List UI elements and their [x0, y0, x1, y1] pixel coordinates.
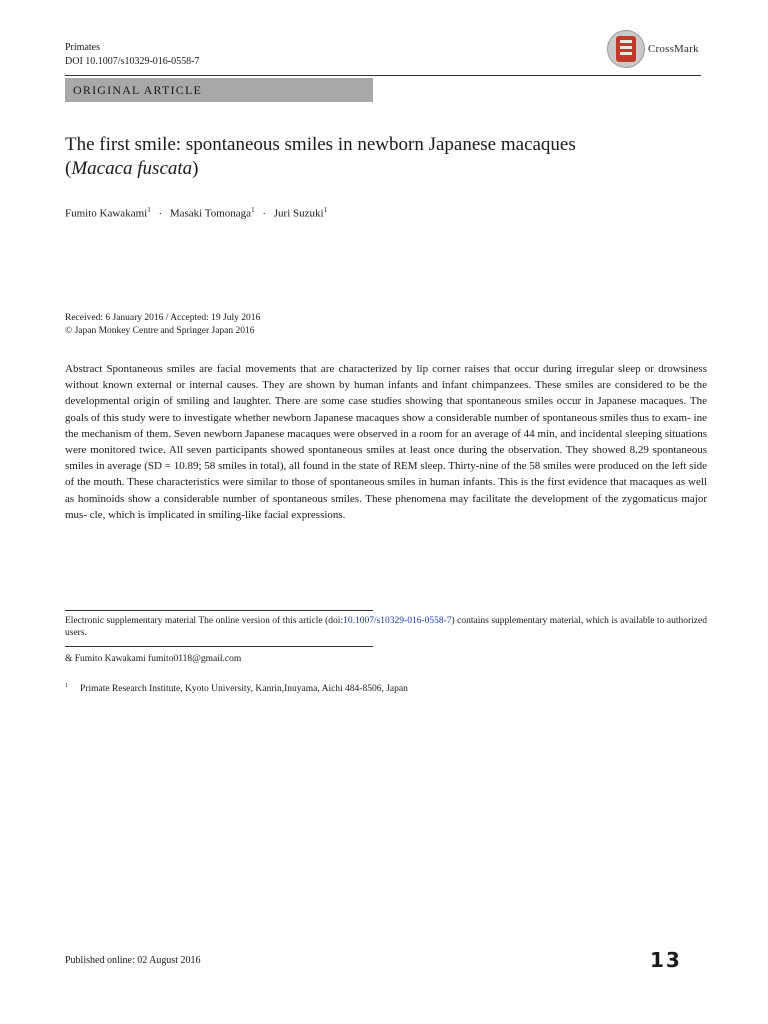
author-name[interactable]: Fumito Kawakami [65, 207, 148, 220]
author-name[interactable]: Juri Suzuki [273, 207, 324, 220]
author-separator: · [158, 207, 163, 220]
envelope-icon: & [65, 654, 73, 664]
article-title [65, 133, 625, 181]
affiliation-marker: 1 [65, 683, 68, 689]
corresponding-author [65, 653, 241, 666]
title-main: The first smile: spontaneous smiles in newborn Japanese macaques ( [65, 134, 576, 179]
crossmark-badge[interactable] [607, 30, 699, 68]
crossmark-icon [607, 30, 645, 68]
received-accepted-dates: Received: 6 January 2016 / Accepted: 19 July 2016 [65, 313, 261, 323]
author-list [65, 203, 327, 221]
supplementary-note [65, 615, 707, 639]
copyright-text: Japan Monkey Centre and Springer Japan 2016 [74, 326, 255, 336]
esm-doi-link[interactable]: 10.1007/s10329-016-0558-7 [343, 616, 452, 626]
esm-text-before: Electronic supplementary material The online version of this article (doi: [65, 616, 344, 626]
footnote-rule-2 [65, 646, 373, 647]
affiliation-text: Primate Research Institute, Kyoto University, Kanrin,Inuyama, Aichi 484-8506, Japan [80, 684, 408, 695]
copyright-icon: © [65, 326, 73, 336]
footnote-rule [65, 610, 373, 611]
header-rule [65, 75, 701, 76]
author-affil-marker: 1 [147, 206, 151, 214]
abstract-text: Abstract Spontaneous smiles are facial movements that are characterized by lip corner raises that occur during irregular sleep or drowsiness without known external or internal causes. They are shown by human infants and infant chimpanzees. These smiles are considered to be the developmental origin of smiling and laughter. There are some case studies showing that spontaneous smiles occur in Japanese macaques. The goals of this study were to investigate whether newborn Japanese macaques show a considerable number of spontaneous smiles thus to exam- ine the mechanism of them. Seven newborn Japanese macaques were observed in a room for an average of 44 min, and incidental sleeping situations were monitored twice. All seven participants showed spontaneous smiles at least once during the observation. They showed 8.29 spontaneous smiles in average (SD = 10.89; 58 smiles in total), all found in the state of REM sleep. Thirty-nine of the 58 smiles were produced on the left side of the mouth. These characteristics were similar to those of spontaneous smiles in human infants. This is the first evidence that macaques as well as hominoids show a considerable number of spontaneous smiles. These phenomena may facilitate the development of the zygomaticus major mus- cle, which is implicated in smiling-like facial expressions. [65, 363, 707, 521]
author-affil-marker: 1 [251, 206, 255, 214]
crossmark-label: CrossMark [648, 43, 699, 55]
article-type-banner: ORIGINAL ARTICLE [65, 78, 373, 102]
article-doi: DOI 10.1007/s10329-016-0558-7 [65, 56, 200, 67]
author-name[interactable]: Masaki Tomonaga [169, 207, 252, 220]
springer-logo: 13 [650, 948, 682, 972]
esm-text-after: ) contains supplementary material, which is available to authorized users. [65, 616, 707, 638]
corresponding-text[interactable]: Fumito Kawakami fumito0118@gmail.com [74, 654, 242, 664]
title-close: ) [192, 158, 199, 179]
journal-name: Primates [65, 42, 100, 53]
affiliation [65, 680, 408, 696]
copyright-line [65, 325, 255, 338]
author-separator: · [262, 207, 266, 220]
title-species: Macaca fuscata [71, 158, 193, 179]
published-date: Published online: 02 August 2016 [65, 955, 201, 966]
author-affil-marker: 1 [323, 206, 328, 214]
